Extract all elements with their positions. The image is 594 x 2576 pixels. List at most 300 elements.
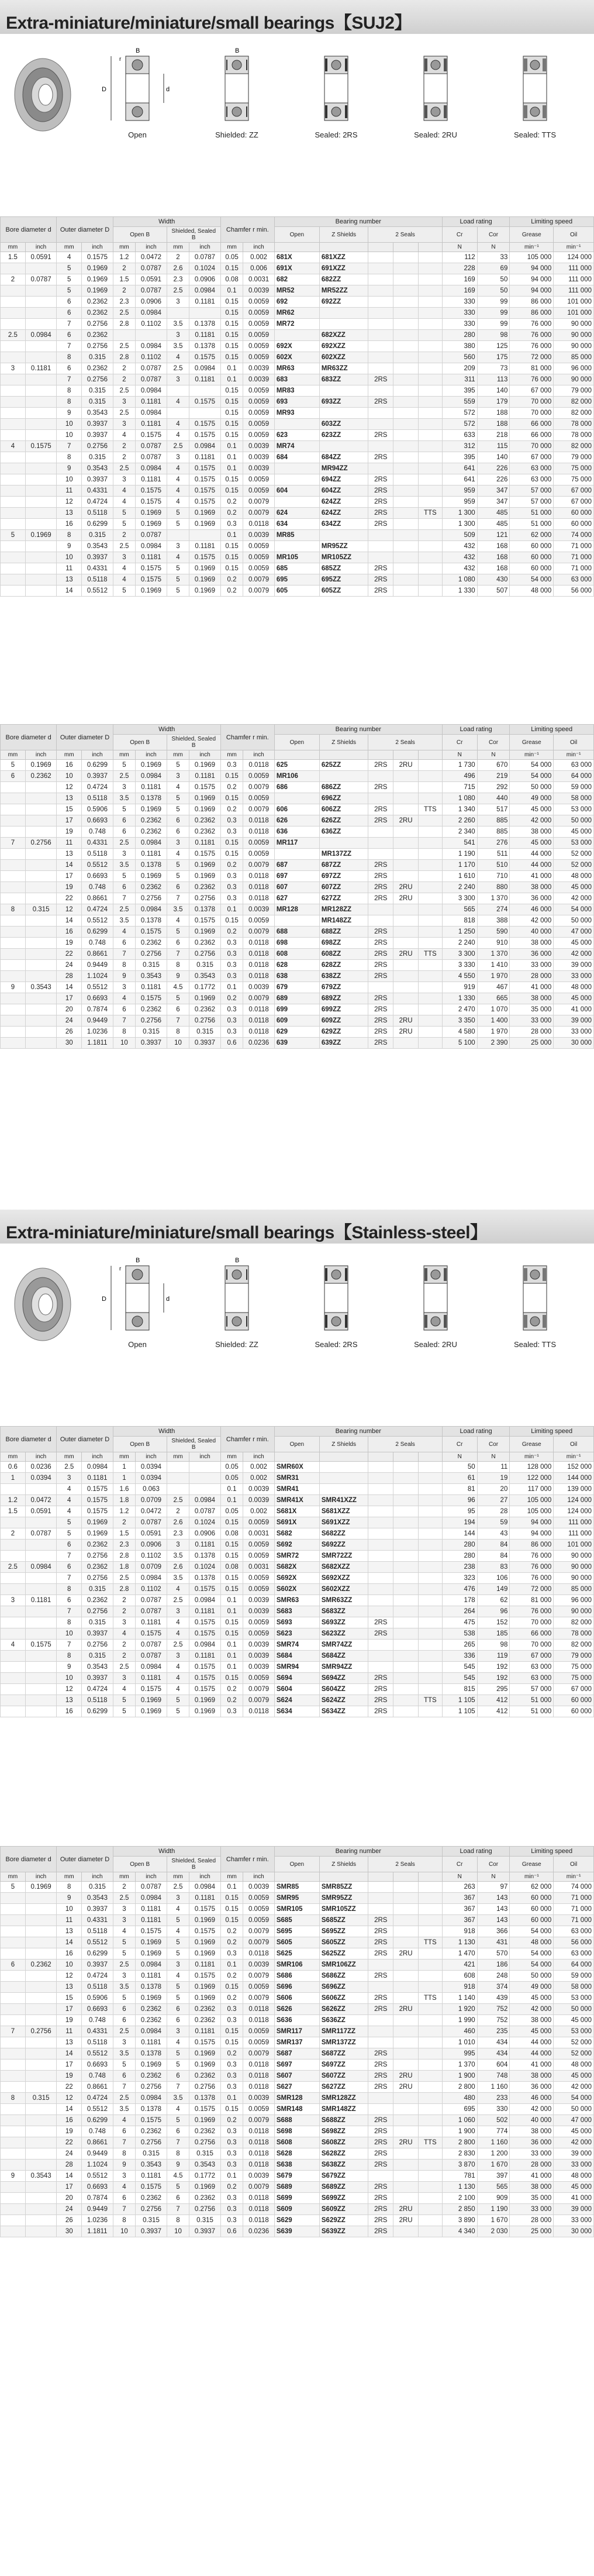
table-cell: 3.5 <box>113 915 136 927</box>
table-cell <box>419 1473 443 1484</box>
table-cell: 602XZZ <box>319 352 368 363</box>
table-cell: 0.1969 <box>189 793 221 804</box>
table-cell: 192 <box>477 1673 510 1684</box>
table-cell: 78 000 <box>554 419 594 430</box>
table-cell: 2RS <box>368 2226 393 2237</box>
table-cell: 9 <box>113 2160 136 2171</box>
table-cell: 0.15 <box>220 771 243 782</box>
table-row <box>1 297 594 308</box>
table-cell: 696ZZ <box>319 793 368 804</box>
table-cell: 752 <box>477 2004 510 2015</box>
table-cell: 0.1575 <box>189 1684 221 1695</box>
table-cell: 5 <box>167 2048 189 2060</box>
table-cell <box>25 574 57 586</box>
table-cell: 12 <box>57 1684 82 1695</box>
table-cell <box>393 397 419 408</box>
table-cell: 624ZZ <box>319 497 368 508</box>
table-cell: 3 <box>113 1904 136 1915</box>
table-cell: 2RS <box>368 1628 393 1640</box>
table-cell: 0.3543 <box>82 1662 113 1673</box>
table-row <box>1 927 594 938</box>
table-cell: 3 <box>113 982 136 993</box>
table-row <box>1 826 594 838</box>
table-row <box>1 960 594 971</box>
header-unit <box>274 1872 319 1882</box>
table-cell: 0.0059 <box>243 385 275 397</box>
table-cell: 0.4724 <box>82 2093 113 2104</box>
table-cell: 5 <box>57 1528 82 1540</box>
table-cell: 14 <box>57 982 82 993</box>
table-cell: 1.0236 <box>82 1027 113 1038</box>
table-cell: 0.0394 <box>25 1473 57 1484</box>
table-cell: 98 <box>477 1640 510 1651</box>
table-cell: 0.1102 <box>136 1551 167 1562</box>
table-cell <box>419 541 443 552</box>
table-cell <box>419 519 443 530</box>
table-cell: 0.0031 <box>243 274 275 285</box>
table-cell: 336 <box>442 1651 477 1662</box>
table-cell <box>393 374 419 385</box>
bearing-table-stainless-part1 <box>0 1426 594 1717</box>
table-cell: 5 <box>167 1695 189 1706</box>
table-cell: 609 <box>274 1015 319 1027</box>
table-cell: 60 000 <box>510 1893 554 1904</box>
table-cell: 686ZZ <box>319 782 368 793</box>
table-cell: 2RS <box>368 2060 393 2071</box>
table-cell: 3 <box>113 2171 136 2182</box>
table-cell: 57 000 <box>510 485 554 497</box>
table-cell: S625ZZ <box>319 1948 368 1959</box>
table-cell: 0.3 <box>220 1027 243 1038</box>
table-cell <box>419 441 443 452</box>
table-cell: 0.0059 <box>243 1673 275 1684</box>
table-cell: 0.2362 <box>189 2015 221 2026</box>
table-cell <box>419 385 443 397</box>
table-cell: MR94ZZ <box>319 463 368 474</box>
table-cell <box>368 904 393 915</box>
table-cell: 0.2756 <box>82 341 113 352</box>
table-cell: 0.6693 <box>82 2004 113 2015</box>
table-cell <box>393 1617 419 1628</box>
table-cell: 1 470 <box>442 1948 477 1959</box>
table-cell: 4 <box>113 1684 136 1695</box>
header-open: Open <box>274 735 319 750</box>
header-bearing-number: Bearing number <box>274 1427 442 1437</box>
table-cell <box>1 2004 26 2015</box>
table-cell: 2RS <box>368 2137 393 2148</box>
table-cell: 0.15 <box>220 838 243 849</box>
table-cell: 0.3937 <box>189 1038 221 1049</box>
table-cell: 4 <box>113 2115 136 2126</box>
table-cell: S627 <box>274 2082 319 2093</box>
table-cell: 168 <box>477 563 510 574</box>
table-cell: 1 300 <box>442 508 477 519</box>
table-cell: S602X <box>274 1584 319 1595</box>
table-cell: 62 000 <box>510 530 554 541</box>
table-cell: 559 <box>442 397 477 408</box>
table-cell: S634ZZ <box>319 1706 368 1717</box>
table-cell: 76 000 <box>510 319 554 330</box>
table-cell: 35 000 <box>510 1004 554 1015</box>
header-unit <box>274 750 319 760</box>
table-cell: 0.4331 <box>82 485 113 497</box>
table-cell <box>1 2160 26 2171</box>
table-cell: 5 <box>113 586 136 597</box>
table-cell: 694ZZ <box>319 474 368 485</box>
table-cell: 623ZZ <box>319 430 368 441</box>
table-row <box>1 771 594 782</box>
table-cell <box>25 1038 57 1049</box>
table-cell <box>393 1971 419 1982</box>
table-cell: 7 <box>113 2137 136 2148</box>
table-cell: 81 <box>442 1484 477 1495</box>
table-cell: 0.1969 <box>189 1982 221 1993</box>
diagram-label: Sealed: 2RS <box>315 1340 358 1349</box>
table-cell <box>25 452 57 463</box>
table-cell: 10 <box>57 1673 82 1684</box>
table-cell: 0.1181 <box>189 2026 221 2037</box>
header-unit: min⁻¹ <box>554 243 594 252</box>
table-cell: 686 <box>274 782 319 793</box>
table-cell: 13 <box>57 849 82 860</box>
table-cell: 0.3 <box>220 826 243 838</box>
header-unit <box>419 1872 443 1882</box>
table-row <box>1 893 594 904</box>
table-cell: 641 <box>442 463 477 474</box>
table-cell: 0.3 <box>220 1004 243 1015</box>
table-cell: 2RS <box>368 519 393 530</box>
table-cell: 2.5 <box>113 541 136 552</box>
table-cell: 0.0591 <box>136 1528 167 1540</box>
table-cell: 0.0059 <box>243 474 275 485</box>
table-cell: 2.5 <box>113 904 136 915</box>
table-cell: 7 <box>57 1573 82 1584</box>
table-cell: 52 000 <box>554 2048 594 2060</box>
table-cell <box>393 2160 419 2171</box>
header-chamfer: Chamfer r min. <box>220 725 274 750</box>
table-cell: 2RS <box>368 938 393 949</box>
table-cell: 565 <box>477 2182 510 2193</box>
table-cell: 0.1969 <box>82 1517 113 1528</box>
header-unit: inch <box>25 1872 57 1882</box>
table-cell: 0.3 <box>220 2137 243 2148</box>
table-cell <box>419 860 443 871</box>
table-cell: 0.2362 <box>82 297 113 308</box>
table-cell: 45 000 <box>554 938 594 949</box>
table-cell: 0.3937 <box>82 419 113 430</box>
header-unit: mm <box>167 750 189 760</box>
table-cell: 63 000 <box>510 1673 554 1684</box>
header-unit <box>274 1452 319 1462</box>
table-cell: 0.0031 <box>243 1562 275 1573</box>
table-cell: 44 000 <box>510 860 554 871</box>
table-cell: 0.1378 <box>136 915 167 927</box>
header-unit: mm <box>167 1452 189 1462</box>
table-cell <box>368 1651 393 1662</box>
table-row <box>1 1562 594 1573</box>
table-cell <box>1 552 26 563</box>
table-cell: 90 000 <box>554 1573 594 1584</box>
header-seals: 2 Seals <box>368 1437 442 1452</box>
table-cell: 1 <box>113 1473 136 1484</box>
table-cell: 218 <box>477 430 510 441</box>
table-cell: 0.3937 <box>82 771 113 782</box>
table-cell: 4 <box>167 1684 189 1695</box>
table-cell <box>393 804 419 815</box>
table-cell: 24 <box>57 960 82 971</box>
table-cell: 633 <box>442 430 477 441</box>
table-cell <box>1 2104 26 2115</box>
table-cell: 0.2756 <box>82 319 113 330</box>
table-cell: 0.3937 <box>189 2226 221 2237</box>
table-cell: 0.1575 <box>136 927 167 938</box>
table-cell: 17 <box>57 2004 82 2015</box>
table-cell <box>393 1904 419 1915</box>
table-cell: 6 <box>167 2193 189 2204</box>
table-cell <box>393 463 419 474</box>
table-cell: 82 000 <box>554 1640 594 1651</box>
table-cell <box>419 285 443 297</box>
table-cell: 2.3 <box>113 1540 136 1551</box>
table-cell <box>393 1893 419 1904</box>
table-header <box>1 217 594 252</box>
table-cell: 2RS <box>368 893 393 904</box>
table-cell: S682XZZ <box>319 1562 368 1573</box>
table-cell: 276 <box>477 838 510 849</box>
table-cell: 42 000 <box>510 2104 554 2115</box>
table-cell: S682X <box>274 1562 319 1573</box>
header-unit: inch <box>189 1872 221 1882</box>
table-cell: 2.5 <box>167 285 189 297</box>
table-cell <box>393 1562 419 1573</box>
table-cell: 0.7874 <box>82 2193 113 2204</box>
table-cell: 4 <box>167 497 189 508</box>
table-cell: 0.0039 <box>243 530 275 541</box>
table-cell: 41 000 <box>510 871 554 882</box>
header-shielded-width: Shielded, Sealed B <box>167 1857 220 1872</box>
table-cell: 0.0118 <box>243 949 275 960</box>
table-cell <box>393 330 419 341</box>
table-cell <box>25 419 57 430</box>
table-cell: 111 000 <box>554 274 594 285</box>
table-cell: 2 <box>113 1517 136 1528</box>
table-cell: 10 <box>57 430 82 441</box>
table-cell: 2RS <box>368 2182 393 2193</box>
table-cell: 0.1575 <box>136 563 167 574</box>
table-cell: 0.1 <box>220 374 243 385</box>
table-cell: 626 <box>274 815 319 826</box>
table-cell <box>393 1628 419 1640</box>
table-cell: 11 <box>57 1915 82 1926</box>
table-cell: 0.2362 <box>82 1540 113 1551</box>
table-cell: 0.1969 <box>136 871 167 882</box>
table-cell: 38 000 <box>510 2071 554 2082</box>
table-cell: 0.0984 <box>136 838 167 849</box>
table-cell: 5 100 <box>442 1038 477 1049</box>
table-cell: 2.5 <box>167 1495 189 1506</box>
table-cell: 5 <box>167 1948 189 1959</box>
table-cell: MR106 <box>274 771 319 782</box>
table-cell: 169 <box>442 274 477 285</box>
table-cell <box>393 2115 419 2126</box>
table-cell: 4 <box>167 352 189 363</box>
table-cell: 0.1969 <box>136 1937 167 1948</box>
header-bearing-number: Bearing number <box>274 217 442 227</box>
table-cell: S688ZZ <box>319 2115 368 2126</box>
table-cell: 0.1 <box>220 463 243 474</box>
table-cell: 2RS <box>368 1673 393 1684</box>
table-cell: TTS <box>419 1695 443 1706</box>
table-cell <box>419 374 443 385</box>
table-cell: 0.315 <box>25 2093 57 2104</box>
table-cell: 0.315 <box>82 1651 113 1662</box>
table-cell: 5 <box>167 1706 189 1717</box>
table-cell <box>419 1038 443 1049</box>
table-cell: 38 000 <box>510 2015 554 2026</box>
table-cell: 0.0984 <box>189 363 221 374</box>
table-cell: 4 <box>167 1926 189 1937</box>
table-cell: 0.0079 <box>243 1684 275 1695</box>
table-cell: 0.0787 <box>136 441 167 452</box>
table-cell <box>368 1959 393 1971</box>
table-cell: 8 <box>167 2148 189 2160</box>
table-cell: S696 <box>274 1982 319 1993</box>
table-row <box>1 2104 594 2115</box>
diagram-2ru <box>392 46 479 139</box>
table-cell <box>25 1517 57 1528</box>
table-cell <box>368 2026 393 2037</box>
header-unit <box>393 750 419 760</box>
table-cell: 0.2756 <box>189 949 221 960</box>
table-cell: 96 <box>442 1495 477 1506</box>
table-cell: 0.0787 <box>136 530 167 541</box>
header-unit: inch <box>82 1872 113 1882</box>
header-chamfer: Chamfer r min. <box>220 217 274 243</box>
table-cell: 6 <box>113 815 136 826</box>
table-cell: 2 <box>113 285 136 297</box>
table-cell: MR128ZZ <box>319 904 368 915</box>
table-cell: 122 000 <box>510 1473 554 1484</box>
table-cell: 4 <box>113 485 136 497</box>
table-cell <box>25 2148 57 2160</box>
table-cell: 0.3 <box>220 2060 243 2071</box>
table-cell: 6 <box>167 938 189 949</box>
table-cell: 511 <box>477 849 510 860</box>
table-cell: 3 <box>57 1473 82 1484</box>
table-row <box>1 2137 594 2148</box>
table-cell: 683 <box>274 374 319 385</box>
header-load-rating: Load rating <box>442 217 510 227</box>
table-cell: 97 <box>477 1882 510 1893</box>
table-cell: 605ZZ <box>319 586 368 597</box>
table-cell: 0.1575 <box>136 2182 167 2193</box>
table-cell: 0.2 <box>220 2048 243 2060</box>
table-cell: 0.0079 <box>243 860 275 871</box>
table-cell: 0.0118 <box>243 2004 275 2015</box>
table-row <box>1 441 594 452</box>
table-cell: 629ZZ <box>319 1027 368 1038</box>
table-cell <box>25 508 57 519</box>
header-open-width: Open B <box>113 1437 167 1452</box>
table-cell: 16 <box>57 519 82 530</box>
diagram-label: Sealed: 2RS <box>315 130 358 139</box>
table-cell: 194 <box>442 1517 477 1528</box>
table-cell: SMR117 <box>274 2026 319 2037</box>
table-cell <box>368 1484 393 1495</box>
table-cell: 467 <box>477 982 510 993</box>
table-cell: 143 <box>477 1904 510 1915</box>
table-cell: 48 000 <box>554 871 594 882</box>
table-row <box>1 915 594 927</box>
header-cr: Cr <box>442 735 477 750</box>
table-cell: 2 <box>113 1882 136 1893</box>
sealed-2ru-icon <box>392 46 479 128</box>
table-cell: 5 <box>113 871 136 882</box>
table-cell <box>368 319 393 330</box>
table-cell: 2RS <box>368 485 393 497</box>
table-cell <box>25 1651 57 1662</box>
table-cell <box>368 1495 393 1506</box>
table-cell <box>25 993 57 1004</box>
table-cell: 0.3937 <box>82 1904 113 1915</box>
header-unit: inch <box>82 1452 113 1462</box>
table-cell: 0.3 <box>220 893 243 904</box>
table-cell <box>368 982 393 993</box>
table-cell: 10 <box>57 552 82 563</box>
table-cell: 0.1378 <box>136 1982 167 1993</box>
table-cell: 0.1 <box>220 1640 243 1651</box>
table-row <box>1 574 594 586</box>
shielded-bearing-icon <box>193 46 281 128</box>
table-cell: 0.6 <box>220 2226 243 2237</box>
table-cell: 25 000 <box>510 1038 554 1049</box>
table-cell <box>419 2082 443 2093</box>
table-cell: 1 370 <box>442 2060 477 2071</box>
table-cell: 4 <box>167 1628 189 1640</box>
table-cell: 0.315 <box>136 960 167 971</box>
table-cell: S605 <box>274 1937 319 1948</box>
table-cell: 7 <box>113 893 136 904</box>
table-cell: 39 000 <box>554 960 594 971</box>
table-cell: 2.5 <box>113 2026 136 2037</box>
section-title: Extra-miniature/miniature/small bearings【Stainless-steel】 <box>6 1223 488 1242</box>
table-cell: 0.4331 <box>82 1915 113 1926</box>
table-cell: 0.0787 <box>189 252 221 263</box>
table-cell: 496 <box>442 771 477 782</box>
table-cell: 0.0031 <box>243 1528 275 1540</box>
table-cell: 17 <box>57 2182 82 2193</box>
header-unit: mm <box>220 1452 243 1462</box>
table-cell: 0.0984 <box>136 541 167 552</box>
table-cell <box>368 463 393 474</box>
table-cell: 330 <box>442 308 477 319</box>
table-cell: 0.3 <box>220 2193 243 2204</box>
table-cell: 604 <box>477 2060 510 2071</box>
table-cell: 0.0039 <box>243 2171 275 2182</box>
table-cell: 695 <box>274 574 319 586</box>
table-cell <box>1 793 26 804</box>
table-cell: 0.1969 <box>189 563 221 574</box>
table-cell: 0.1772 <box>189 982 221 993</box>
table-cell: 90 000 <box>554 1606 594 1617</box>
table-cell: 10 <box>167 1038 189 1049</box>
header-unit: mm <box>167 243 189 252</box>
table-cell: 2RS <box>368 2071 393 2082</box>
table-cell: 0.0984 <box>82 1462 113 1473</box>
table-cell: 2RS <box>368 927 393 938</box>
table-cell: 28 000 <box>510 971 554 982</box>
table-cell: 105 000 <box>510 1495 554 1506</box>
